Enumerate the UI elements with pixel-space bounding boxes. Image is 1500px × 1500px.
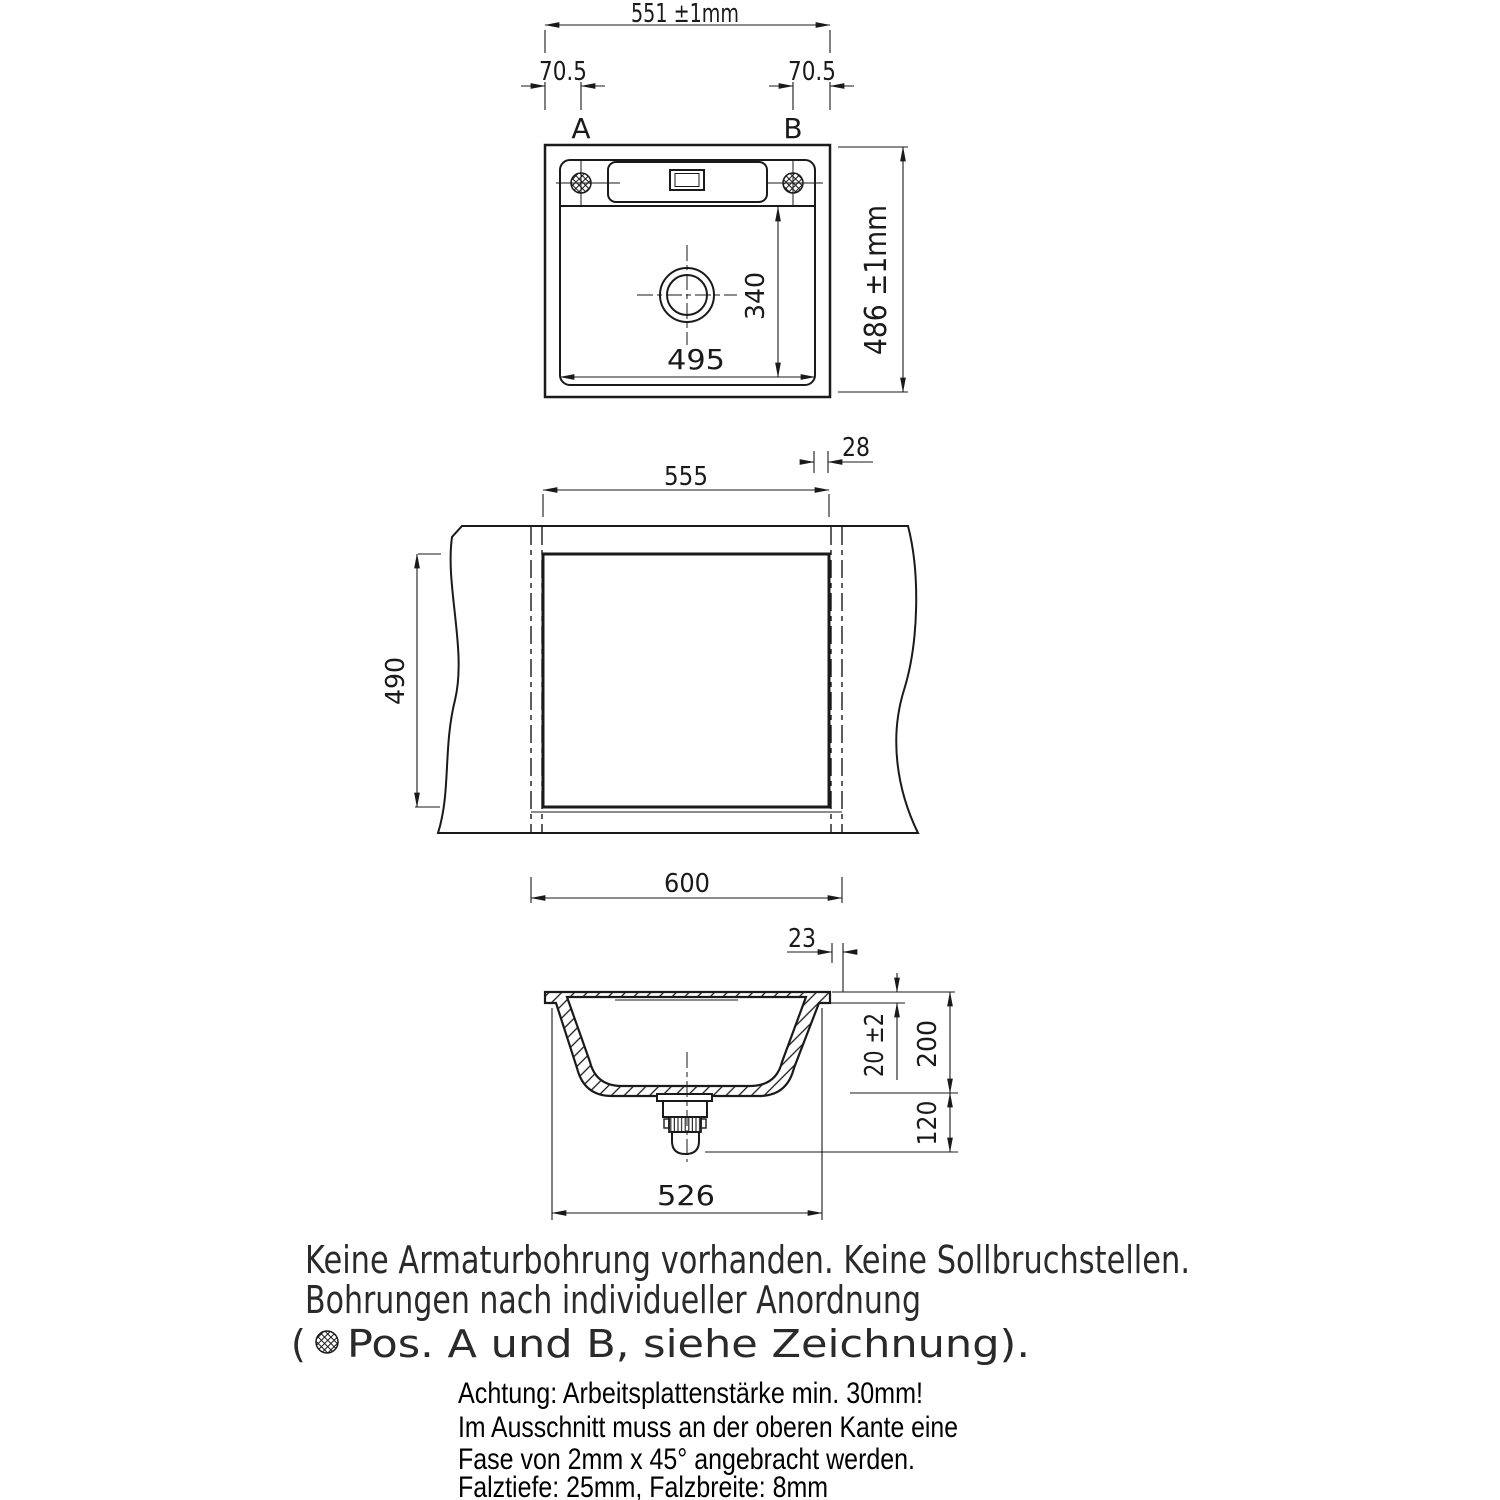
dim-drain-height (705, 1093, 958, 1152)
note-line-3-paren: ( (291, 1322, 306, 1366)
dim-edge-overhang-label: 23 (788, 924, 816, 954)
dim-rim-overhang-label: 28 (842, 433, 870, 463)
hole-a-label: A (571, 112, 591, 145)
drain-assembly-icon (657, 1052, 712, 1162)
drill-symbol-icon (316, 1331, 338, 1353)
cutout-view (381, 433, 918, 903)
dim-inner-depth-label: 340 (741, 270, 771, 320)
cutout-rectangle (543, 554, 829, 807)
warning-block (458, 1377, 958, 1500)
notes-block (291, 1238, 1190, 1366)
dim-hole-b-offset-label: 70.5 (788, 57, 836, 87)
dim-body-width-label: 526 (657, 1179, 715, 1212)
dim-overall-depth-label: 486 ±1mm (859, 185, 894, 355)
dim-rim-overhang (800, 433, 873, 473)
dim-total-depth (913, 992, 950, 1093)
sink-cross-section (545, 992, 830, 1096)
note-line-1: Keine Armaturbohrung vorhanden. Keine Sollbruchstellen. (305, 1238, 1190, 1282)
dim-rim-thickness-label: 20 ±2 (860, 997, 890, 1077)
dim-drain-height-label: 120 (913, 1095, 943, 1146)
hole-b-label: B (783, 112, 803, 145)
hidden-edge-lines (531, 527, 842, 833)
dim-cabinet-width (531, 869, 842, 903)
warning-line-3: Fase von 2mm x 45° angebracht werden. (458, 1443, 915, 1476)
dim-hole-a-offset (521, 57, 605, 110)
dim-cutout-depth (381, 554, 441, 807)
section-view (545, 924, 958, 1220)
dim-overall-depth (838, 147, 908, 392)
warning-line-1: Achtung: Arbeitsplattenstärke min. 30mm! (458, 1377, 923, 1410)
worktop-outline (438, 526, 918, 833)
dim-cutout-width (543, 462, 829, 517)
dim-overall-width (545, 0, 830, 53)
dim-cutout-width-label: 555 (664, 462, 708, 492)
dim-hole-a-offset-label: 70.5 (539, 57, 587, 87)
warning-line-4: Falztiefe: 25mm, Falzbreite: 8mm (458, 1471, 828, 1500)
dim-hole-b-offset (769, 57, 854, 110)
dim-overall-width-label: 551 ±1mm (631, 0, 739, 29)
dim-cutout-depth-label: 490 (381, 655, 411, 705)
warning-line-2: Im Ausschnitt muss an der oberen Kante eine (458, 1411, 958, 1444)
dim-cabinet-width-label: 600 (664, 869, 710, 899)
note-line-2: Bohrungen nach individueller Anordnung (305, 1278, 921, 1322)
note-line-3: Pos. A und B, siehe Zeichnung). (347, 1322, 1030, 1366)
dim-total-depth-label: 200 (913, 1018, 943, 1068)
dim-inner-width-label: 495 (667, 343, 725, 376)
top-view (521, 0, 908, 397)
dim-edge-overhang (787, 924, 857, 992)
